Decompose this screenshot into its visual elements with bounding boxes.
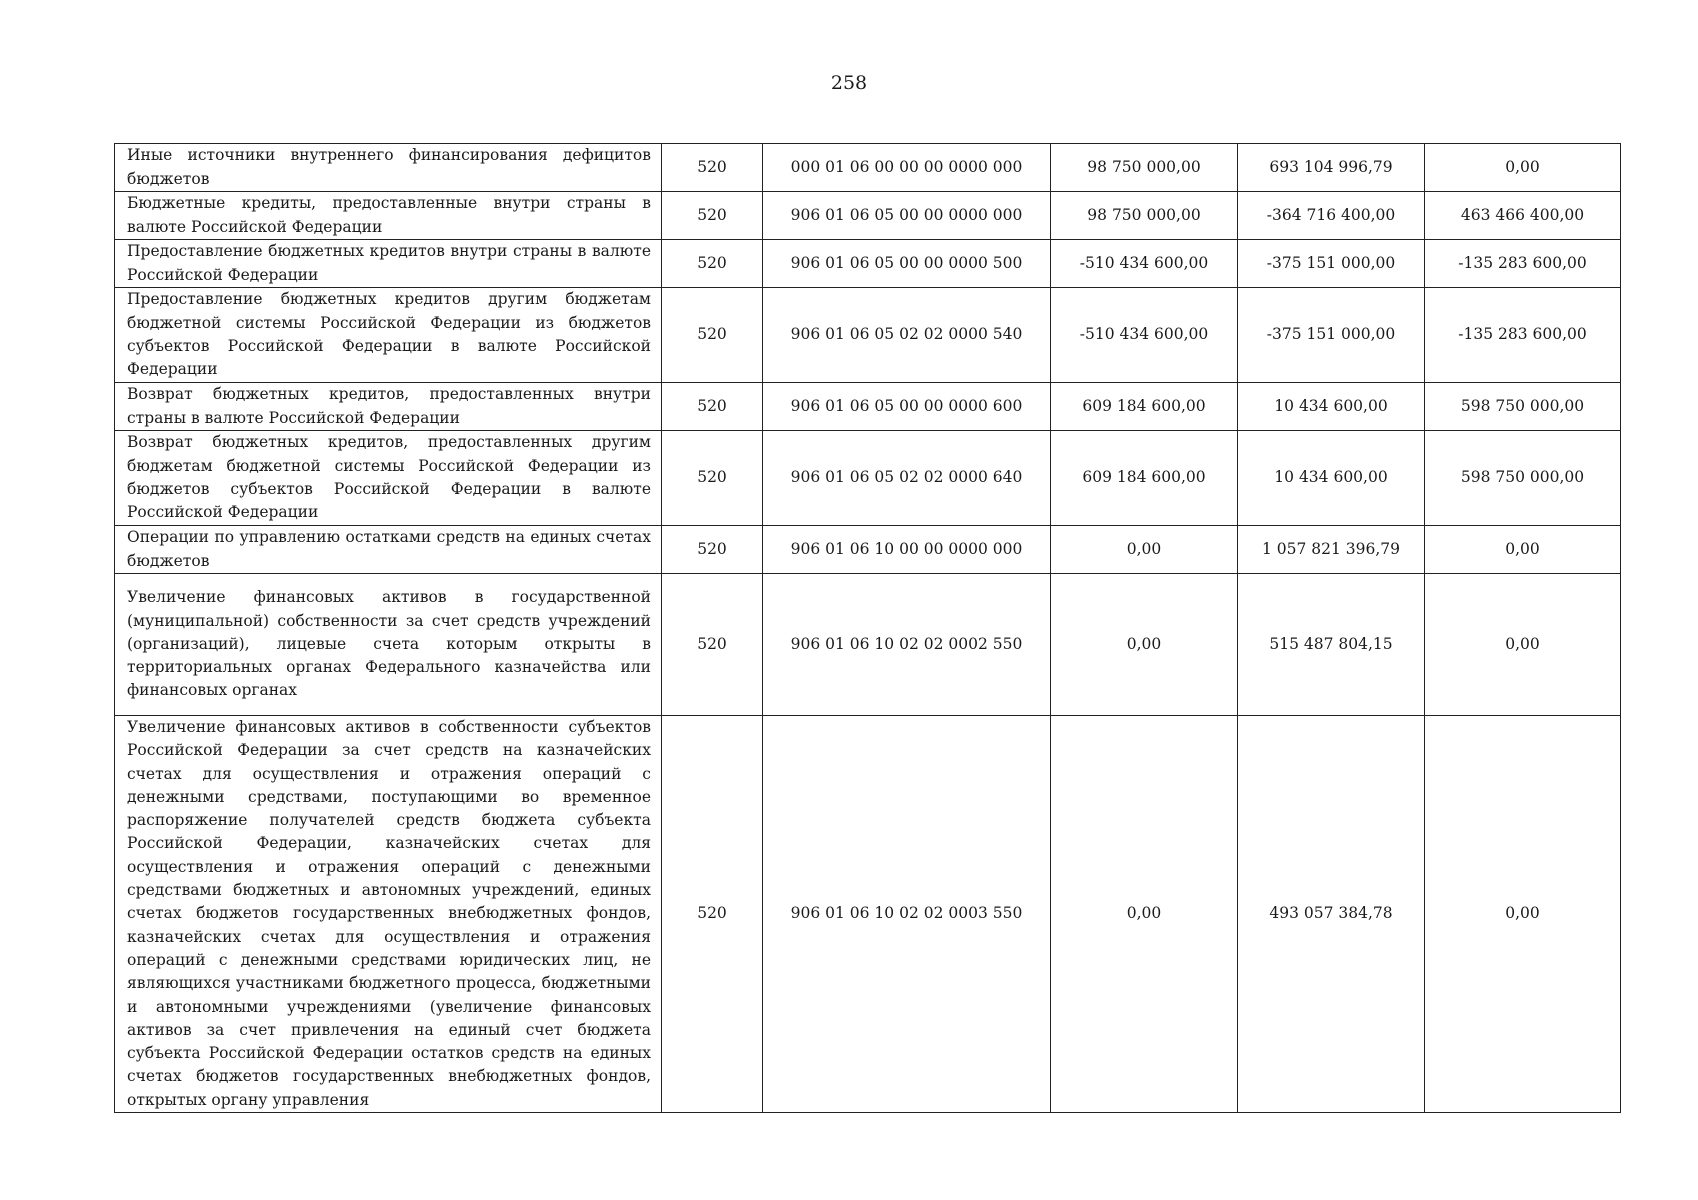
amount-cell-2: 493 057 384,78 <box>1238 716 1425 1113</box>
amount-cell-2: 10 434 600,00 <box>1238 383 1425 431</box>
table-row <box>115 526 1621 574</box>
admin-code-cell: 520 <box>662 574 763 716</box>
amount-cell-3: -135 283 600,00 <box>1425 288 1621 383</box>
admin-code-cell: 520 <box>662 526 763 574</box>
amount-cell-1: 0,00 <box>1051 716 1238 1113</box>
budget-classification-code-cell: 906 01 06 05 00 00 0000 000 <box>763 192 1051 240</box>
amount-cell-2: -375 151 000,00 <box>1238 288 1425 383</box>
amount-cell-3: 598 750 000,00 <box>1425 431 1621 526</box>
table-row <box>115 574 1621 716</box>
amount-cell-1: 0,00 <box>1051 526 1238 574</box>
row-description: Возврат бюджетных кредитов, предоставленных внутри страны в валюте Российской Федерации <box>115 383 662 431</box>
budget-classification-code-cell: 906 01 06 05 00 00 0000 600 <box>763 383 1051 431</box>
admin-code-cell: 520 <box>662 192 763 240</box>
amount-cell-2: -375 151 000,00 <box>1238 240 1425 288</box>
amount-cell-1: 0,00 <box>1051 574 1238 716</box>
amount-cell-3: 0,00 <box>1425 144 1621 192</box>
table-row <box>115 716 1621 1113</box>
admin-code-cell: 520 <box>662 716 763 1113</box>
admin-code-cell: 520 <box>662 431 763 526</box>
amount-cell-2: 10 434 600,00 <box>1238 431 1425 526</box>
amount-cell-3: 598 750 000,00 <box>1425 383 1621 431</box>
amount-cell-3: 0,00 <box>1425 526 1621 574</box>
row-description: Бюджетные кредиты, предоставленные внутри страны в валюте Российской Федерации <box>115 192 662 240</box>
budget-classification-code-cell: 000 01 06 00 00 00 0000 000 <box>763 144 1051 192</box>
amount-cell-3: -135 283 600,00 <box>1425 240 1621 288</box>
amount-cell-1: 98 750 000,00 <box>1051 144 1238 192</box>
row-description: Иные источники внутреннего финансирования дефицитов бюджетов <box>115 144 662 192</box>
row-description: Предоставление бюджетных кредитов внутри страны в валюте Российской Федерации <box>115 240 662 288</box>
row-description: Увеличение финансовых активов в государственной (муниципальной) собственности за счет средств учреждений (организаций), лицевые счета которым открыты в территориальных органах Федерального казначейства или финансовых органах <box>115 574 662 716</box>
amount-cell-1: -510 434 600,00 <box>1051 240 1238 288</box>
budget-classification-code-cell: 906 01 06 10 00 00 0000 000 <box>763 526 1051 574</box>
table-row <box>115 240 1621 288</box>
amount-cell-3: 0,00 <box>1425 716 1621 1113</box>
budget-classification-code-cell: 906 01 06 05 02 02 0000 640 <box>763 431 1051 526</box>
amount-cell-3: 0,00 <box>1425 574 1621 716</box>
amount-cell-1: -510 434 600,00 <box>1051 288 1238 383</box>
budget-classification-code-cell: 906 01 06 10 02 02 0002 550 <box>763 574 1051 716</box>
row-description: Предоставление бюджетных кредитов другим бюджетам бюджетной системы Российской Федерации из бюджетов субъектов Российской Федерации в валюте Российской Федерации <box>115 288 662 383</box>
amount-cell-1: 609 184 600,00 <box>1051 431 1238 526</box>
amount-cell-2: 693 104 996,79 <box>1238 144 1425 192</box>
admin-code-cell: 520 <box>662 240 763 288</box>
page-number: 258 <box>830 72 868 94</box>
admin-code-cell: 520 <box>662 144 763 192</box>
budget-classification-code-cell: 906 01 06 05 00 00 0000 500 <box>763 240 1051 288</box>
table-row <box>115 383 1621 431</box>
amount-cell-1: 609 184 600,00 <box>1051 383 1238 431</box>
table-row <box>115 431 1621 526</box>
amount-cell-2: -364 716 400,00 <box>1238 192 1425 240</box>
admin-code-cell: 520 <box>662 383 763 431</box>
amount-cell-2: 515 487 804,15 <box>1238 574 1425 716</box>
table-row <box>115 192 1621 240</box>
row-description: Увеличение финансовых активов в собственности субъектов Российской Федерации за счет средств на казначейских счетах для осуществления и отражения операций с денежными средствами, поступающими во временное распоряжение получателей средств бюджета субъекта Российской Федерации, казначейских счетах для осуществления и отражения операций с денежными средствами бюджетных и автономных учреждений, единых счетах бюджетов государственных внебюджетных фондов, казначейских счетах для осуществления и отражения операций с денежными средствами юридических лиц, не являющихся участниками бюджетного процесса, бюджетными и автономными учреждениями (увеличение финансовых активов за счет привлечения на единый счет бюджета субъекта Российской Федерации остатков средств на единых счетах бюджетов государственных внебюджетных фондов, открытых органу управления <box>115 716 662 1113</box>
budget-classification-code-cell: 906 01 06 05 02 02 0000 540 <box>763 288 1051 383</box>
budget-sources-table <box>114 143 1621 1113</box>
amount-cell-2: 1 057 821 396,79 <box>1238 526 1425 574</box>
row-description: Возврат бюджетных кредитов, предоставленных другим бюджетам бюджетной системы Российской Федерации из бюджетов субъектов Российской Федерации в валюте Российской Федерации <box>115 431 662 526</box>
budget-classification-code-cell: 906 01 06 10 02 02 0003 550 <box>763 716 1051 1113</box>
amount-cell-1: 98 750 000,00 <box>1051 192 1238 240</box>
table-row <box>115 144 1621 192</box>
row-description: Операции по управлению остатками средств на единых счетах бюджетов <box>115 526 662 574</box>
admin-code-cell: 520 <box>662 288 763 383</box>
amount-cell-3: 463 466 400,00 <box>1425 192 1621 240</box>
table-row <box>115 288 1621 383</box>
